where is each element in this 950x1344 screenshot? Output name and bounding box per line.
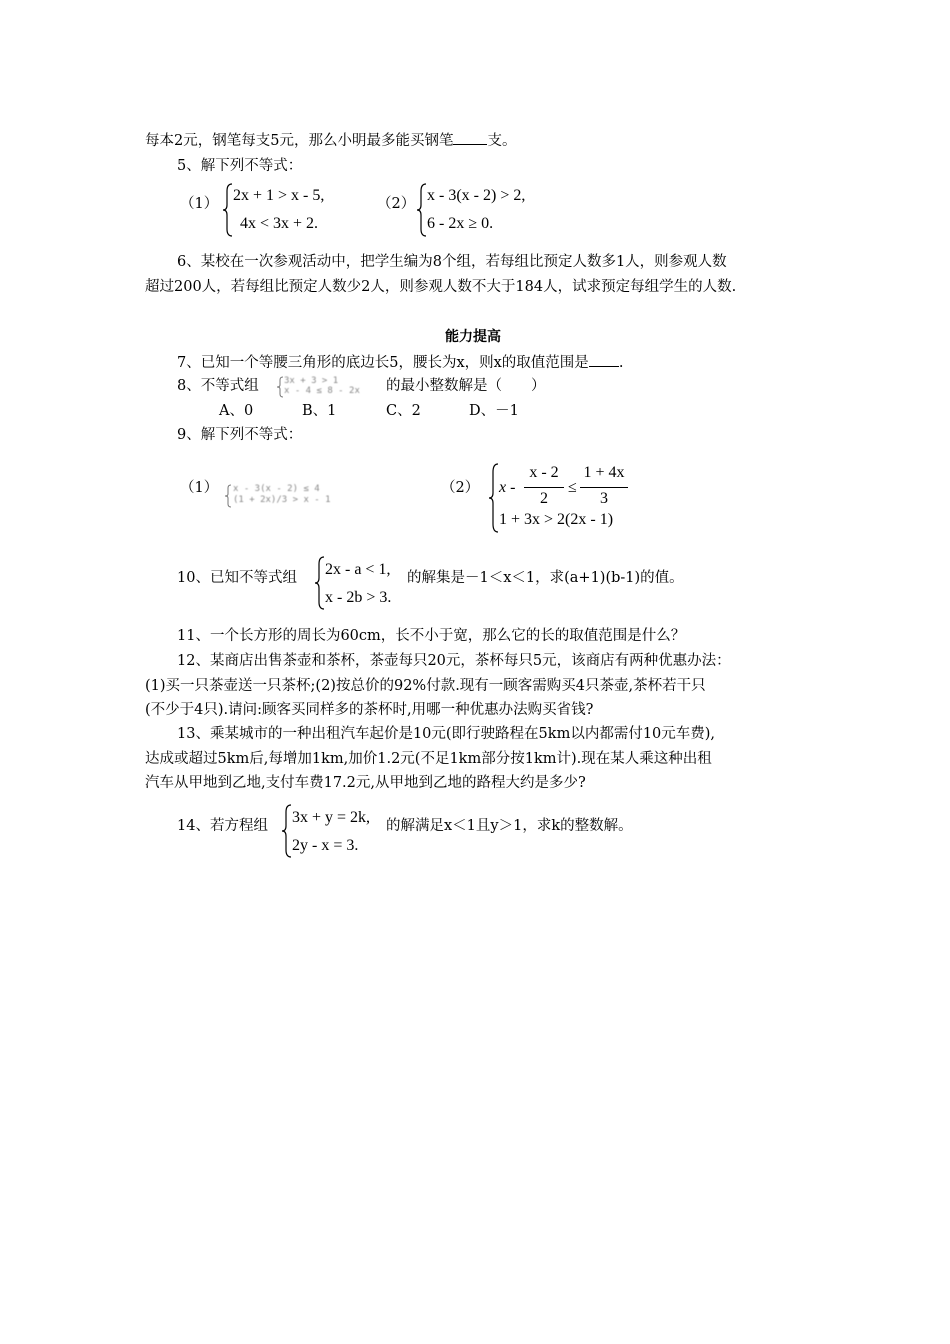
q4-tail: 每本2元，钢笔每支5元，那么小明最多能买钢笔 支。 xyxy=(145,133,517,149)
q13-line1: 13、乘某城市的一种出租汽车起价是10元(即行驶路程在5km以内都需付10元车费), xyxy=(177,726,716,742)
fraction-bar xyxy=(524,487,564,488)
q8-option-b: B、1 xyxy=(302,403,337,419)
q8-sys-line2: x - 4 ≤ 8 - 2x xyxy=(284,386,360,396)
q12-line3: (不少于4只).请问:顾客买同样多的茶杯时,用哪一种优惠办法购买省钱? xyxy=(145,702,594,718)
q6-line2: 超过200人，若每组比预定人数少2人，则参观人数不大于184人，试求预定每组学生的人数. xyxy=(145,279,737,295)
left-brace-icon xyxy=(276,376,284,398)
q7: 7、已知一个等腰三角形的底边长5，腰长为x，则x的取值范围是 . xyxy=(177,355,624,371)
q9-p2-den1: 2 xyxy=(540,490,548,507)
q10-line2: x - 2b > 3. xyxy=(325,589,392,606)
q9-p2-le: ≤ xyxy=(568,479,577,496)
q14-line1: 3x + y = 2k, xyxy=(292,809,371,826)
q13-line3: 汽车从甲地到乙地,支付车费17.2元,从甲地到乙地的路程大约是多少? xyxy=(145,775,586,791)
q14-line2: 2y - x = 3. xyxy=(292,837,359,854)
q9-p2-num2: 1 + 4x xyxy=(583,464,625,481)
q5-p2-line2: 6 - 2x ≥ 0. xyxy=(427,215,494,232)
q5-part1-label: （1） xyxy=(180,196,219,212)
q5-p2-line1: x - 3(x - 2) > 2, xyxy=(427,187,526,204)
q14-before: 14、若方程组 xyxy=(177,818,268,834)
q9-part1-label: （1） xyxy=(180,480,219,496)
q8-option-d: D、－1 xyxy=(469,403,519,419)
section-title: 能力提高 xyxy=(445,329,501,345)
q8-before: 8、不等式组 xyxy=(177,378,259,394)
q5-part2-label: （2） xyxy=(377,196,416,212)
q11: 11、一个长方形的周长为60cm，长不小于宽，那么它的长的取值范围是什么？ xyxy=(177,628,686,644)
q8-option-c: C、2 xyxy=(386,403,421,419)
q5-p1-line1: 2x + 1 > x - 5, xyxy=(233,187,325,204)
q9-p1-line2: (1 + 2x)/3 > x - 1 xyxy=(233,495,331,505)
q9-p2-line2: 1 + 3x > 2(2x - 1) xyxy=(499,511,614,528)
q10-before: 10、已知不等式组 xyxy=(177,570,297,586)
q10-after: 的解集是－1＜x＜1，求(a+1)(b-1)的值。 xyxy=(407,570,684,586)
fraction-bar xyxy=(580,487,628,488)
q6-line1: 6、某校在一次参观活动中，把学生编为8个组，若每组比预定人数多1人，则参观人数 xyxy=(177,254,727,270)
q9-title: 9、解下列不等式： xyxy=(177,427,303,443)
q9-p2-den2: 3 xyxy=(600,490,608,507)
q5-title: 5、解下列不等式： xyxy=(177,158,303,174)
q12-line1: 12、某商店出售茶壶和茶杯，茶壶每只20元，茶杯每只5元，该商店有两种优惠办法： xyxy=(177,653,731,669)
q8-after: 的最小整数解是（ ） xyxy=(386,378,546,394)
q8-sys-line1: 3x + 3 > 1 xyxy=(284,376,339,386)
q8-option-a: A、0 xyxy=(219,403,254,419)
q9-p2-num1: x - 2 xyxy=(529,464,559,481)
q14-after: 的解满足x＜1且y＞1，求k的整数解。 xyxy=(386,818,633,834)
q5-p1-line2: 4x < 3x + 2. xyxy=(240,215,319,232)
left-brace-icon xyxy=(224,484,232,508)
q9-p2-x: x - xyxy=(499,479,516,496)
answer-blank xyxy=(453,132,487,145)
q9-p1-line1: x - 3(x - 2) ≤ 4 xyxy=(233,484,320,494)
q13-line2: 达成或超过5km后,每增加1km,加价1.2元(不足1km部分按1km计).现在某人乘这种出租 xyxy=(145,751,712,767)
q10-line1: 2x - a < 1, xyxy=(325,561,391,578)
q9-part2-label: （2） xyxy=(441,480,480,496)
answer-blank xyxy=(589,354,619,367)
q12-line2: (1)买一只茶壶送一只茶杯;(2)按总价的92%付款.现有一顾客需购买4只茶壶,茶杯若干只 xyxy=(145,678,706,694)
